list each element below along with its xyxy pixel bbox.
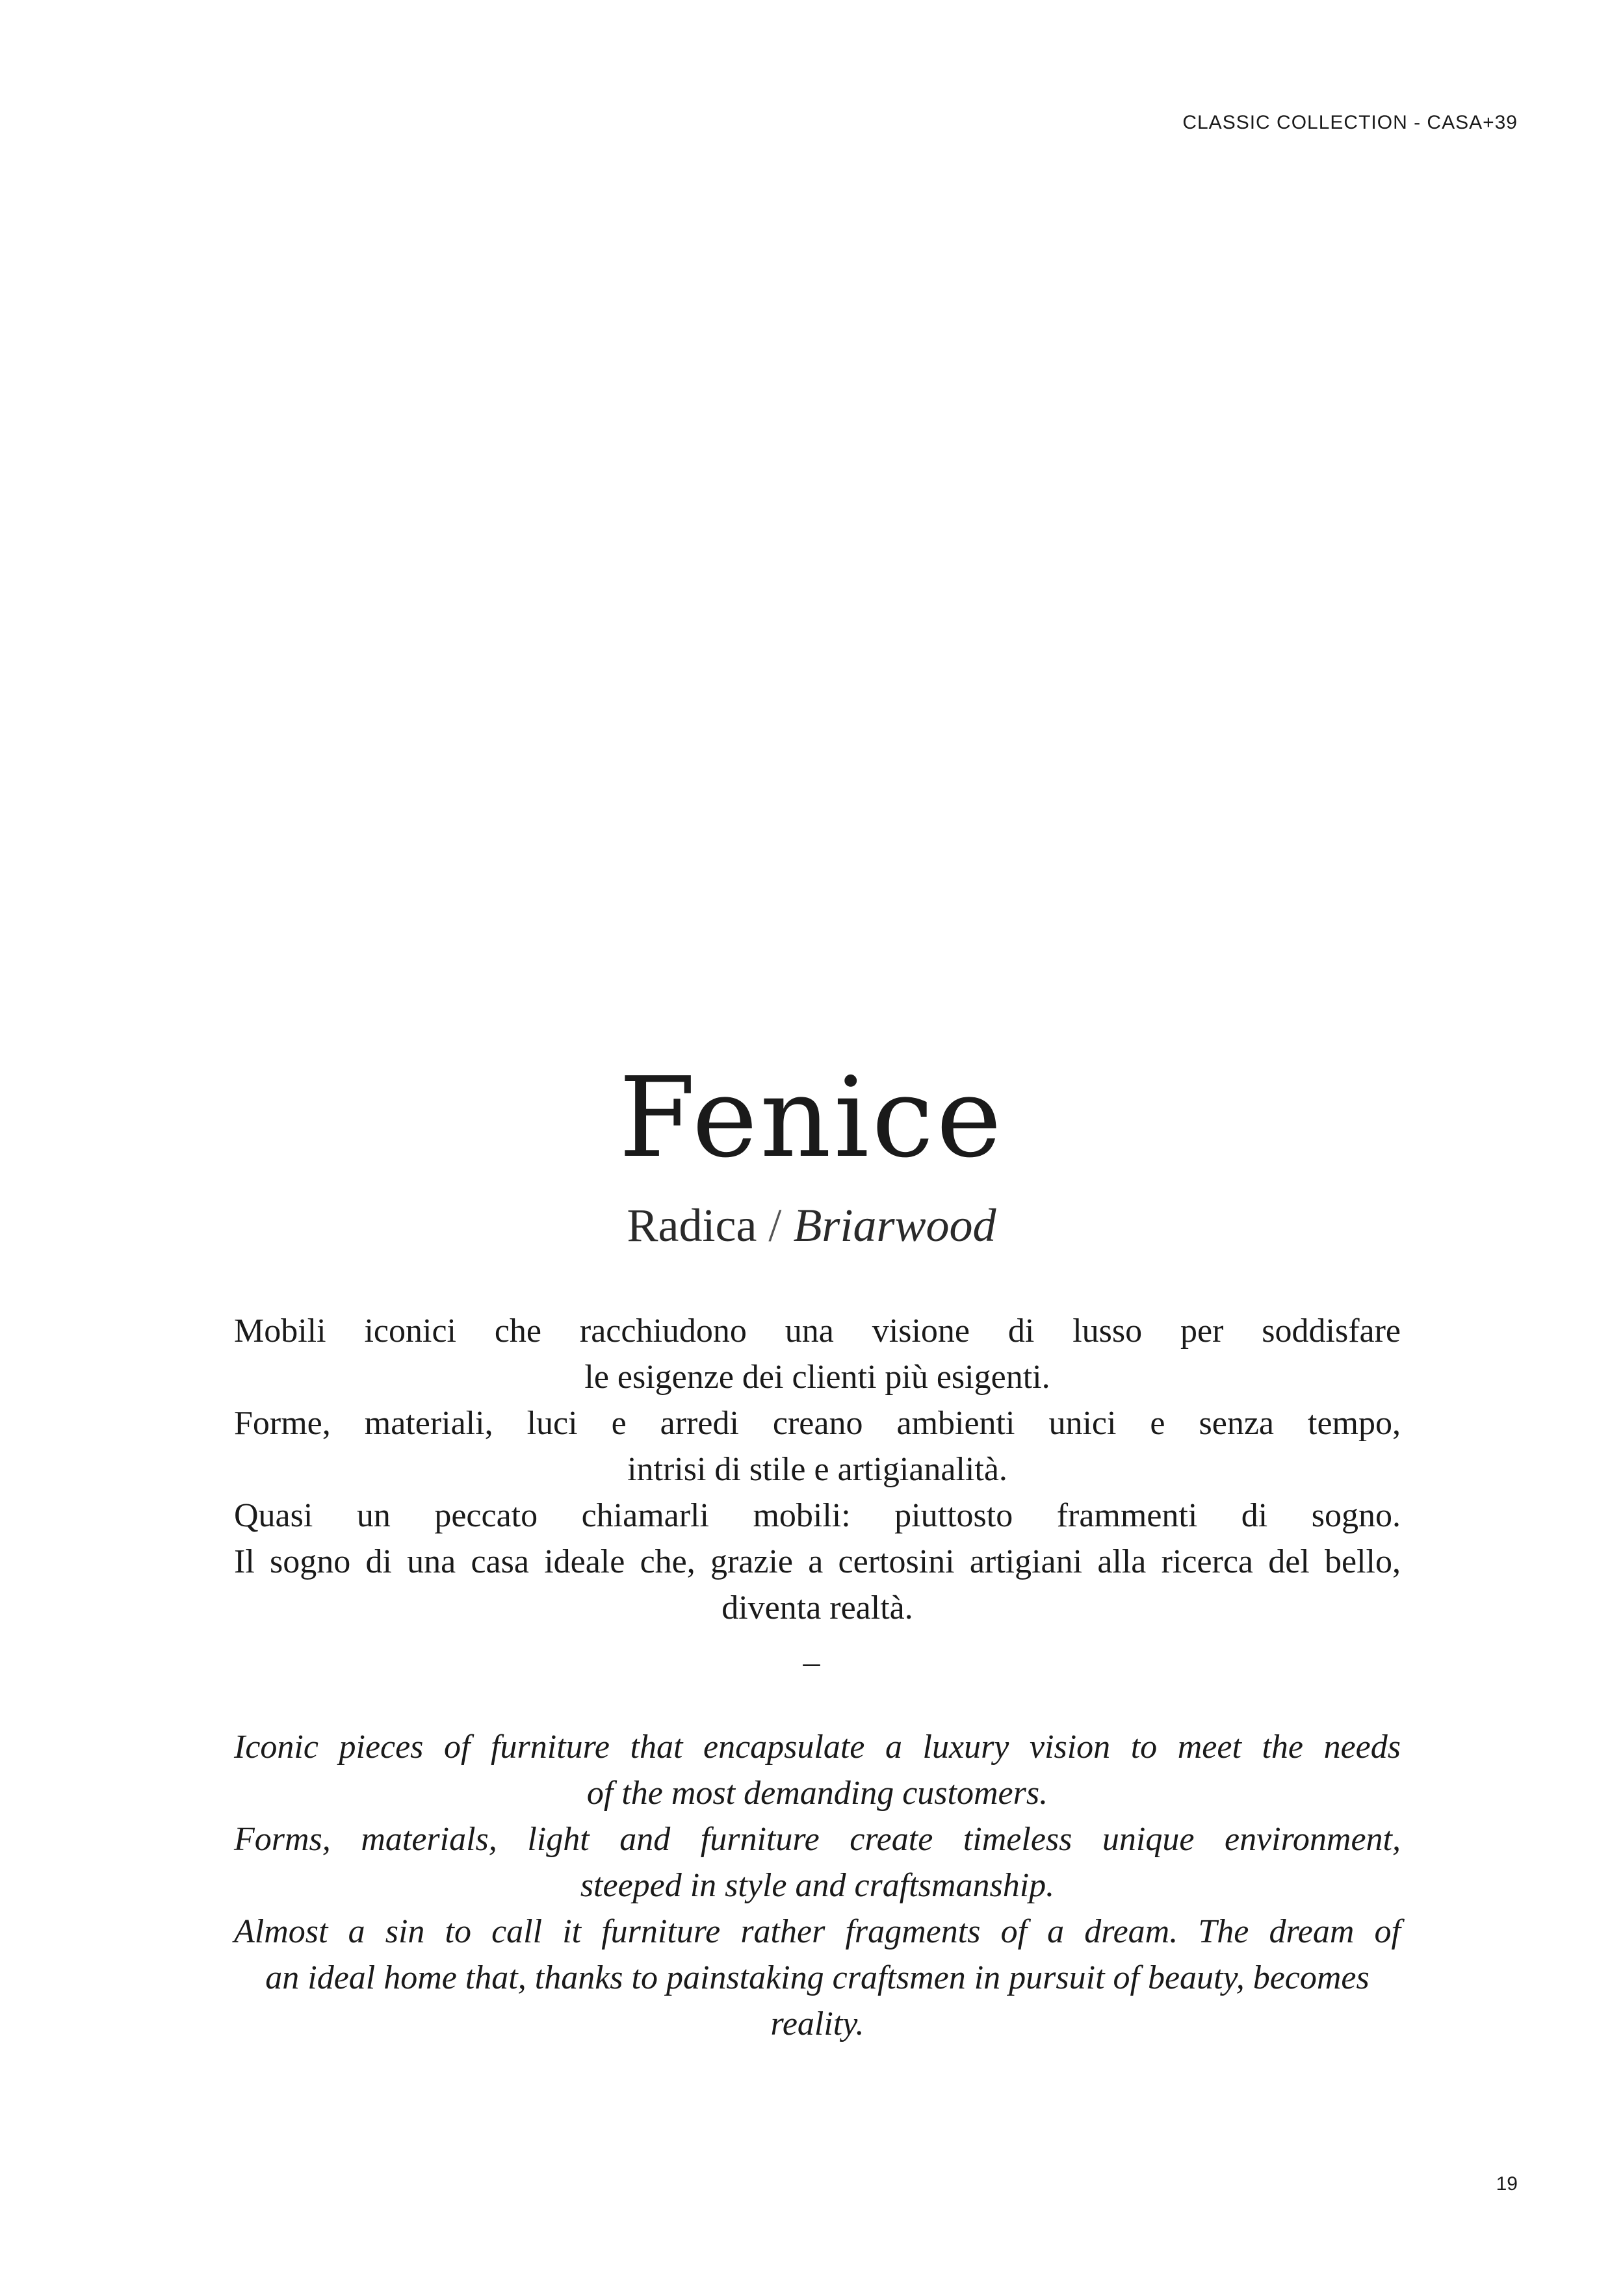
description-line: intrisi di stile e artigianalità. <box>627 1451 1007 1488</box>
collection-header: CLASSIC COLLECTION - CASA+39 <box>1182 112 1518 133</box>
description-line: Forme, materiali, luci e arredi creano ambienti unici e senza tempo, <box>234 1405 1401 1442</box>
section-divider: – <box>803 1644 820 1681</box>
page-number: 19 <box>1496 2173 1518 2195</box>
product-title: Fenice <box>619 1054 1004 1182</box>
description-line: Forms, materials, light and furniture create timeless unique environment, <box>234 1821 1401 1858</box>
subtitle-separator: / <box>768 1199 782 1251</box>
description-line: diventa realtà. <box>721 1589 913 1626</box>
material-italian: Radica <box>627 1199 757 1251</box>
description-line: le esigenze dei clienti più esigenti. <box>584 1359 1050 1396</box>
description-line: Iconic pieces of furniture that encapsulate a luxury vision to meet the needs <box>234 1729 1401 1766</box>
description-line: Mobili iconici che racchiudono una visione di lusso per soddisfare <box>234 1312 1401 1350</box>
description-english <box>234 1724 1401 2047</box>
description-line: Il sogno di una casa ideale che, grazie a certosini artigiani alla ricerca del bello, <box>234 1543 1401 1580</box>
material-english: Briarwood <box>793 1199 996 1251</box>
description-line: of the most demanding customers. <box>586 1775 1048 1812</box>
description-line: Almost a sin to call it furniture rather fragments of a dream. The dream of <box>234 1913 1401 1950</box>
product-subtitle <box>0 1196 1623 1255</box>
description-line: steeped in style and craftsmanship. <box>580 1867 1055 1904</box>
description-italian <box>234 1308 1401 1631</box>
description-line: an ideal home that, thanks to painstaking craftsmen in pursuit of beauty, becomes reality. <box>265 1959 1370 2042</box>
description-line: Quasi un peccato chiamarli mobili: piuttosto frammenti di sogno. <box>234 1497 1401 1534</box>
